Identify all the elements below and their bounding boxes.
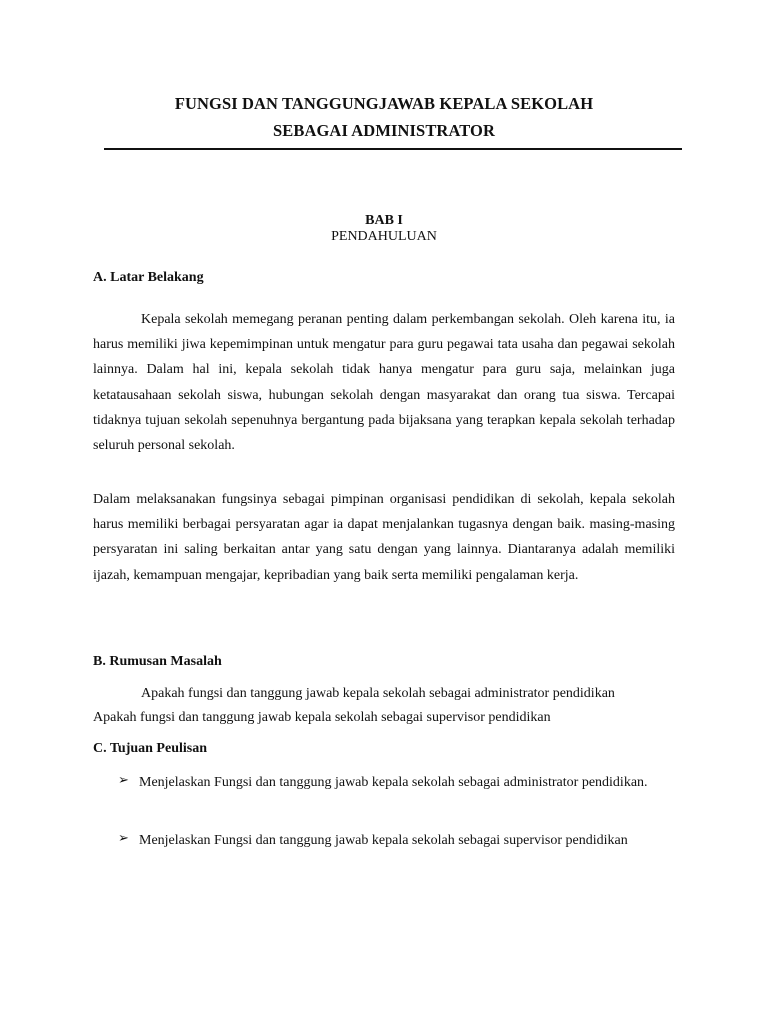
section-a-paragraph-2: Dalam melaksanakan fungsinya sebagai pimpinan organisasi pendidikan di sekolah, kepala sekolah harus memiliki berbagai persyaratan agar ia dapat menjalankan tugasnya dengan baik. masing-masing persyaratan ini saling berkaitan antar yang satu dengan yang lainnya. Diantaranya adalah memiliki ijazah, kemampuan mengajar, kepribadian yang baik serta memiliki pengalaman kerja. — [93, 492, 675, 583]
chapter-name: PENDAHULUAN — [331, 229, 437, 244]
section-a-heading: A. Latar Belakang — [93, 270, 204, 285]
arrowhead-bullet-icon: ➢ — [118, 772, 129, 787]
section-c-heading: C. Tujuan Peulisan — [93, 741, 207, 756]
list-item-text: Menjelaskan Fungsi dan tanggung jawab kepala sekolah sebagai supervisor pendidikan — [139, 833, 628, 848]
problem-statement-1: Apakah fungsi dan tanggung jawab kepala sekolah sebagai administrator pendidikan — [141, 686, 615, 701]
list-item — [118, 770, 675, 796]
arrowhead-bullet-icon: ➢ — [118, 830, 129, 845]
section-a-paragraph-1: Kepala sekolah memegang peranan penting dalam perkembangan sekolah. Oleh karena itu, ia harus memiliki jiwa kepemimpinan untuk mengatur para guru pegawai tata usaha dan pegawai sekolah lainnya. Dalam hal ini, kepala sekolah tidak hanya mengatur para guru saja, melainkan juga ketatausahaan sekolah siswa, hubungan sekolah dengan masyarakat dan orang tua siswa. Tercapai tidaknya tujuan sekolah sepenuhnya bergantung pada bijaksana yang terapkan kepala sekolah terhadap seluruh personal sekolah. — [93, 312, 675, 454]
list-item-text: Menjelaskan Fungsi dan tanggung jawab kepala sekolah sebagai administrator pendidikan. — [139, 775, 648, 790]
section-b-heading: B. Rumusan Masalah — [93, 654, 222, 669]
list-item — [118, 828, 675, 854]
title-underline-divider — [104, 148, 682, 150]
document-title-line-1: FUNGSI DAN TANGGUNGJAWAB KEPALA SEKOLAH — [174, 94, 594, 113]
chapter-label: BAB I — [365, 213, 403, 228]
problem-statement-2: Apakah fungsi dan tanggung jawab kepala sekolah sebagai supervisor pendidikan — [93, 710, 551, 725]
document-title-line-2: SEBAGAI ADMINISTRATOR — [273, 121, 495, 140]
